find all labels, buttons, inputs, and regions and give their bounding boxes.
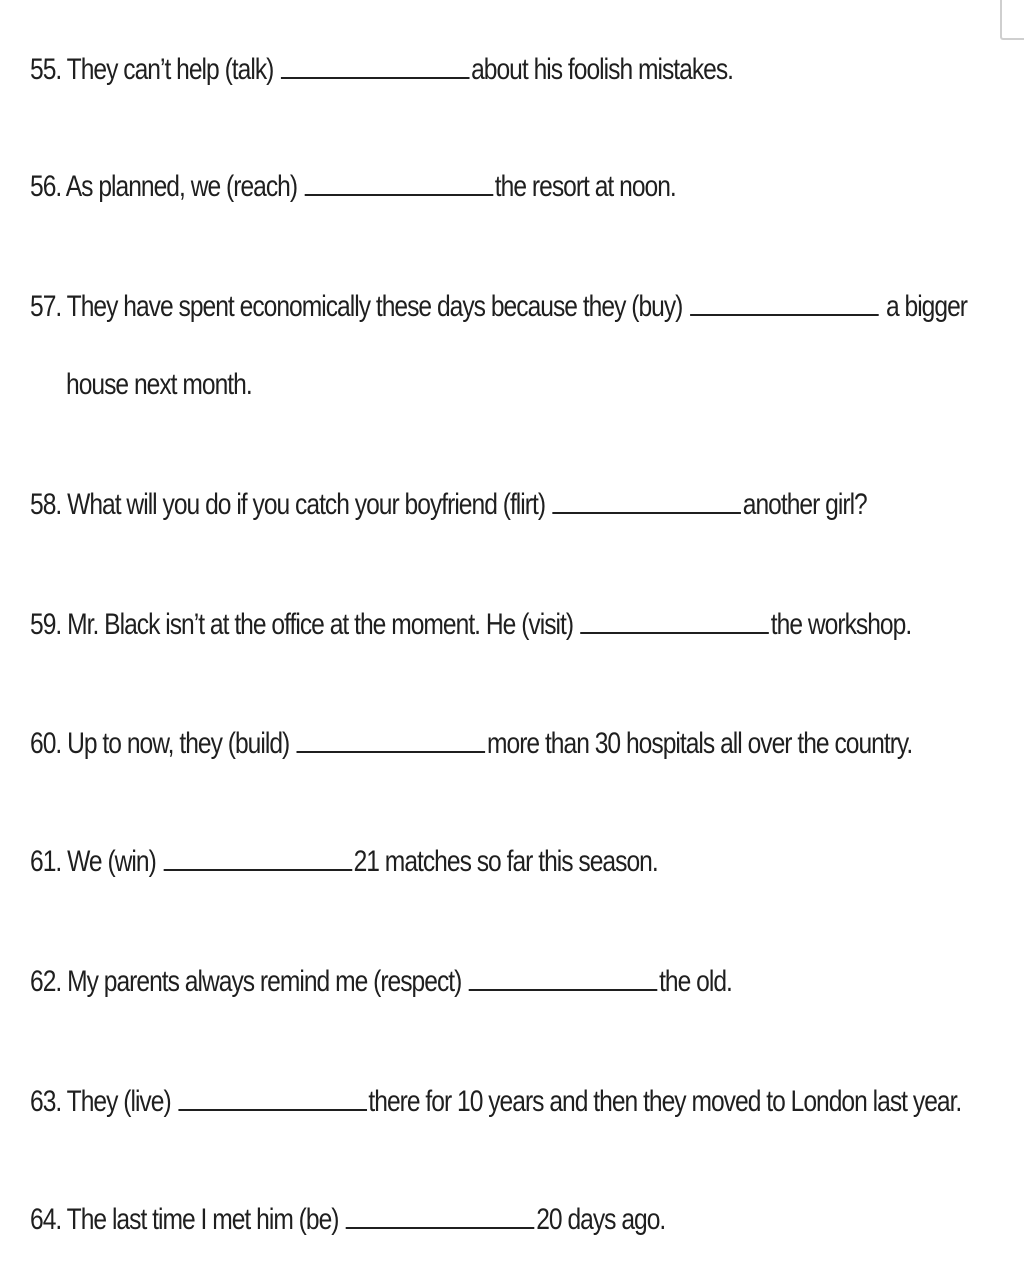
question-number: 61.	[30, 845, 62, 878]
question-text-after: the workshop.	[770, 608, 912, 641]
question-text-before: They (live)	[66, 1085, 171, 1118]
question-text-after: more than 30 hospitals all over the country.	[486, 727, 913, 760]
question-61	[30, 842, 825, 882]
answer-blank[interactable]	[297, 729, 486, 753]
answer-blank[interactable]	[553, 490, 742, 514]
question-64	[30, 1200, 825, 1240]
question-text-after: a bigger	[885, 290, 967, 323]
question-number: 64.	[30, 1203, 62, 1236]
question-text-before: We (win)	[67, 845, 156, 878]
question-59	[30, 605, 912, 645]
answer-blank[interactable]	[690, 292, 879, 316]
question-number: 57.	[30, 290, 62, 323]
question-text-after: about his foolish mistakes.	[471, 53, 734, 86]
answer-blank[interactable]	[281, 55, 470, 79]
question-58	[30, 485, 867, 525]
question-text-before: My parents always remind me (respect)	[67, 965, 462, 998]
question-text-before: Mr. Black isn’t at the office at the moment. He (visit)	[67, 608, 574, 641]
question-number: 55.	[30, 53, 62, 86]
answer-blank[interactable]	[346, 1205, 535, 1229]
question-57	[30, 287, 967, 327]
question-text-before: As planned, we (reach)	[65, 170, 298, 203]
question-56	[30, 167, 825, 207]
question-number: 63.	[30, 1085, 62, 1118]
question-number: 59.	[30, 608, 62, 641]
question-text-after: 20 days ago.	[536, 1203, 666, 1236]
question-text-before: What will you do if you catch your boyfriend (flirt)	[67, 488, 546, 521]
question-number: 62.	[30, 965, 62, 998]
answer-blank[interactable]	[469, 967, 658, 991]
question-text-after: there for 10 years and then they moved to London last year.	[368, 1085, 962, 1118]
answer-blank[interactable]	[163, 847, 352, 871]
question-number: 60.	[30, 727, 62, 760]
question-text-after: another girl?	[742, 488, 867, 521]
answer-blank[interactable]	[305, 172, 494, 196]
answer-blank[interactable]	[178, 1087, 367, 1111]
answer-blank[interactable]	[581, 610, 770, 634]
question-text-before: They can’t help (talk)	[66, 53, 274, 86]
question-62	[30, 962, 825, 1002]
question-text-after: 21 matches so far this season.	[353, 845, 658, 878]
question-number: 58.	[30, 488, 62, 521]
question-text-after: the resort at noon.	[494, 170, 676, 203]
question-text-after: the old.	[659, 965, 732, 998]
question-63	[30, 1082, 962, 1122]
question-60	[30, 724, 913, 764]
question-text-before: They have spent economically these days because they (buy)	[66, 290, 683, 323]
question-text-before: The last time I met him (be)	[66, 1203, 339, 1236]
question-57-continuation: house next month.	[66, 368, 252, 401]
question-55	[30, 50, 825, 90]
question-number: 56.	[30, 170, 62, 203]
question-text-before: Up to now, they (build)	[67, 727, 290, 760]
